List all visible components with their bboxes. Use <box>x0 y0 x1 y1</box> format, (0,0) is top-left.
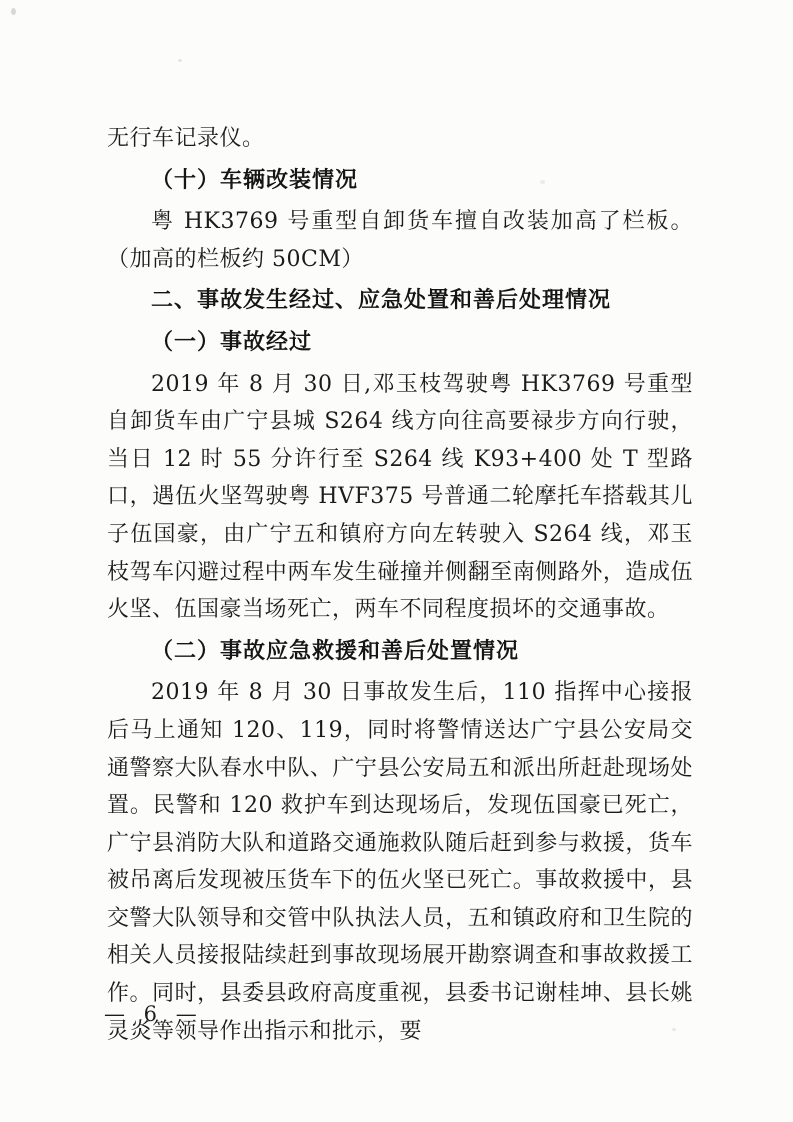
scan-speck <box>178 59 182 62</box>
chapter-heading-accident-process: 二、事故发生经过、应急处置和善后处理情况 <box>151 288 612 314</box>
section-heading-emergency-response: （二）事故应急救援和善后处置情况 <box>151 638 520 664</box>
section-heading-accident-course: （一）事故经过 <box>151 329 313 355</box>
body-continuation-line: 无行车记录仪。 <box>107 126 265 151</box>
paragraph-vehicle-modification: 粤 HK3769 号重型自卸货车擅自改装加高了栏板。（加高的栏板约 50CM） <box>107 209 693 272</box>
section-heading-vehicle-modification: （十）车辆改装情况 <box>151 167 359 193</box>
page-number: — 6 — <box>104 1002 203 1026</box>
paragraph-accident-course: 2019 年 8 月 30 日,邓玉枝驾驶粤 HK3769 号重型自卸货车由广宁县城 S264 线方向往高要禄步方向行驶，当日 12 时 55 分许行至 S264 线 K93+400 处 T 型路口，遇伍火坚驾驶粤 HVF375 号普通二轮摩托车搭载其儿子伍国豪，由广宁五和镇府方向左转驶入 S264 线，邓玉枝驾车闪避过程中两车发生碰撞并侧翻至南侧路外，造成伍火坚、伍国豪当场死亡，两车不同程度损坏的交通事故。 <box>107 371 693 623</box>
paragraph-emergency-response: 2019 年 8 月 30 日事故发生后，110 指挥中心接报后马上通知 120、119，同时将警情送达广宁县公安局交通警察大队春水中队、广宁县公安局五和派出所赶赴现场处置。民警和 120 救护车到达现场后，发现伍国豪已死亡，广宁县消防大队和道路交通施救队随后赶到参与救援，货车被吊离后发现被压货车下的伍火坚已死亡。事故救援中，县交警大队领导和交管中队执法人员，五和镇政府和卫生院的相关人员接报陆续赶到事故现场展开勘察调查和事故救援工作。同时，县委县政府高度重视，县委书记谢桂坤、县长姚灵炎等领导作出指示和批示，要 <box>107 680 693 1044</box>
scan-speck <box>11 8 16 15</box>
document-body <box>107 120 693 1050</box>
